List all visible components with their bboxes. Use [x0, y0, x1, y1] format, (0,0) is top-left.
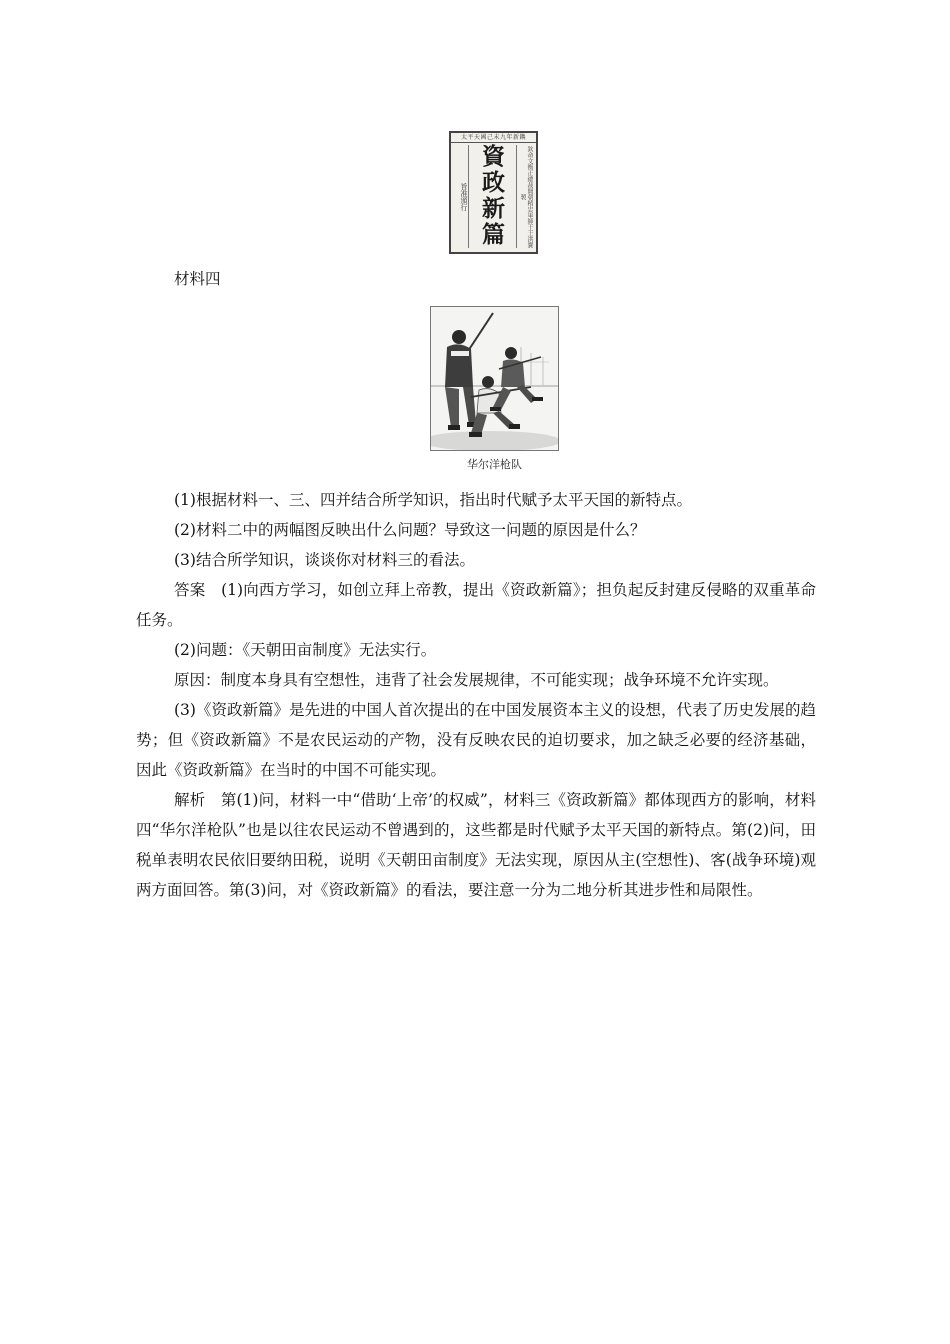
question-1: (1)根据材料一、三、四并结合所学知识，指出时代赋予太平天国的新特点。	[174, 491, 692, 509]
ever-victorious-army-illustration	[430, 306, 559, 451]
zizheng-xinpian-cover-image	[449, 131, 538, 254]
question-3: (3)结合所学知识，谈谈你对材料三的看法。	[174, 551, 475, 569]
answer-paragraph-1: 答案 (1)向西方学习，如创立拜上帝教，提出《资政新篇》；担负起反封建反侵略的双重革命任务。	[136, 581, 816, 629]
cover-title-char: 政	[482, 169, 505, 196]
material-four-label: 材料四	[174, 270, 221, 288]
soldiers-drawing	[431, 307, 558, 450]
answer-paragraph-2: (2)问题：《天朝田亩制度》无法实行。	[174, 641, 437, 659]
cover-left-column: 旨准頒行	[454, 145, 469, 248]
cover-title-char: 資	[482, 143, 505, 170]
illustration-caption: 华尔洋枪队	[467, 458, 522, 471]
cover-title	[471, 144, 516, 248]
analysis-paragraph: 解析 第(1)问，材料一中“借助‘上帝’的权威”，材料三《资政新篇》都体现西方的影响，材料四“华尔洋枪队”也是以往农民运动不曾遇到的，这些都是时代赋予太平天国的新特点。第(2)问，田税单表明农民依旧要纳田税，说明《天朝田亩制度》无法实现，原因从主(空想性)、客(战争环境)观两方面回答。第(3)问，对《资政新篇》的看法，要注意一分为二地分析其进步性和局限性。	[136, 791, 816, 899]
cover-title-char: 篇	[482, 221, 505, 248]
answer-paragraph-4: (3)《资政新篇》是先进的中国人首次提出的在中国发展资本主义的设想，代表了历史发展的趋势；但《资政新篇》不是农民运动的产物，没有反映农民的迫切要求，加之缺乏必要的经济基础，因此《资政新篇》在当时的中国不可能实现。	[136, 701, 816, 779]
cover-title-char: 新	[482, 195, 505, 222]
answer-paragraph-3: 原因：制度本身具有空想性，违背了社会发展规律，不可能实现；战争环境不允许实现。	[174, 671, 779, 689]
cover-top-strip: 太平天國己未九年新鐫	[451, 133, 536, 143]
question-block	[136, 485, 816, 905]
cover-right-column: 欽命文衡正總裁開朝精忠軍師干王洪寶製	[516, 145, 533, 248]
question-2: (2)材料二中的两幅图反映出什么问题？导致这一问题的原因是什么？	[174, 521, 646, 539]
